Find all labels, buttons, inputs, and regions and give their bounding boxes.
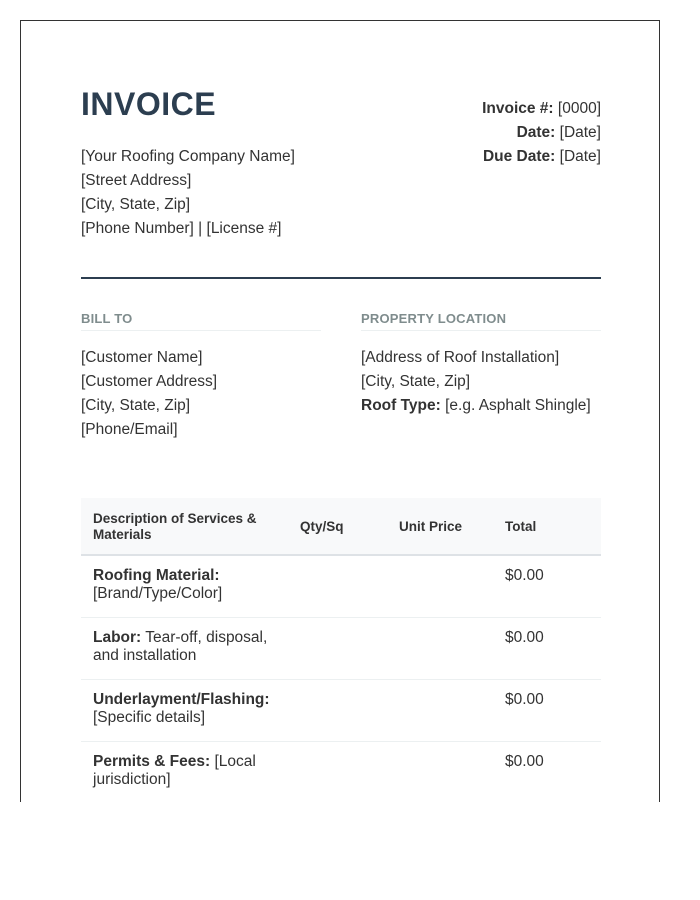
company-street: [Street Address]	[81, 172, 192, 189]
due-date-value: [Date]	[555, 148, 601, 165]
header-divider	[81, 277, 601, 279]
row-detail: [Brand/Type/Color]	[93, 585, 223, 602]
services-table	[81, 498, 601, 802]
header-description: Description of Services & Materials	[93, 511, 257, 542]
row-total: $0.00	[505, 567, 544, 584]
bill-to-heading: BILL TO	[81, 311, 321, 331]
roof-type-value: [e.g. Asphalt Shingle]	[440, 397, 591, 414]
row-description	[93, 753, 293, 789]
invoice-number-value: [0000]	[553, 100, 601, 117]
company-phone-license: [Phone Number] | [License #]	[81, 220, 282, 237]
customer-address: [Customer Address]	[81, 373, 218, 390]
row-detail: [Local jurisdiction]	[93, 753, 256, 788]
invoice-number-label: Invoice #:	[482, 100, 554, 117]
row-detail: [Specific details]	[93, 709, 205, 726]
invoice-page	[20, 20, 660, 802]
roof-type-label: Roof Type:	[361, 397, 441, 414]
bill-to-block	[81, 346, 217, 442]
row-description	[93, 567, 293, 603]
due-date-label: Due Date:	[482, 148, 556, 165]
invoice-number-row	[482, 97, 601, 121]
customer-contact: [Phone/Email]	[81, 421, 178, 438]
header-unit-price: Unit Price	[399, 519, 463, 534]
row-total: $0.00	[505, 691, 544, 708]
table-header	[81, 498, 601, 556]
property-location-heading: PROPERTY LOCATION	[361, 311, 601, 331]
company-city: [City, State, Zip]	[81, 196, 191, 213]
table-row	[81, 742, 601, 802]
row-total: $0.00	[505, 753, 544, 770]
row-label: Roofing Material:	[93, 567, 220, 584]
table-row	[81, 680, 601, 742]
row-detail: Tear-off, disposal, and installation	[93, 629, 268, 664]
invoice-date-row	[482, 121, 601, 145]
customer-name: [Customer Name]	[81, 349, 203, 366]
table-row	[81, 618, 601, 680]
invoice-title: INVOICE	[81, 86, 217, 122]
header-total: Total	[505, 519, 537, 534]
row-total: $0.00	[505, 629, 544, 646]
company-name: [Your Roofing Company Name]	[81, 148, 295, 165]
company-info	[81, 145, 295, 241]
row-label: Underlayment/Flashing:	[93, 691, 270, 708]
property-city: [City, State, Zip]	[361, 373, 471, 390]
roof-type-row	[361, 394, 591, 418]
invoice-date-value: [Date]	[555, 124, 601, 141]
row-label: Labor:	[93, 629, 142, 646]
row-label: Permits & Fees:	[93, 753, 211, 770]
property-address: [Address of Roof Installation]	[361, 349, 560, 366]
table-row	[81, 556, 601, 618]
row-description	[93, 691, 293, 727]
customer-city: [City, State, Zip]	[81, 397, 191, 414]
invoice-meta	[482, 97, 601, 169]
due-date-row	[482, 145, 601, 169]
property-block	[361, 346, 591, 418]
row-description	[93, 629, 293, 665]
invoice-date-label: Date:	[516, 124, 556, 141]
header-qty: Qty/Sq	[300, 519, 344, 534]
